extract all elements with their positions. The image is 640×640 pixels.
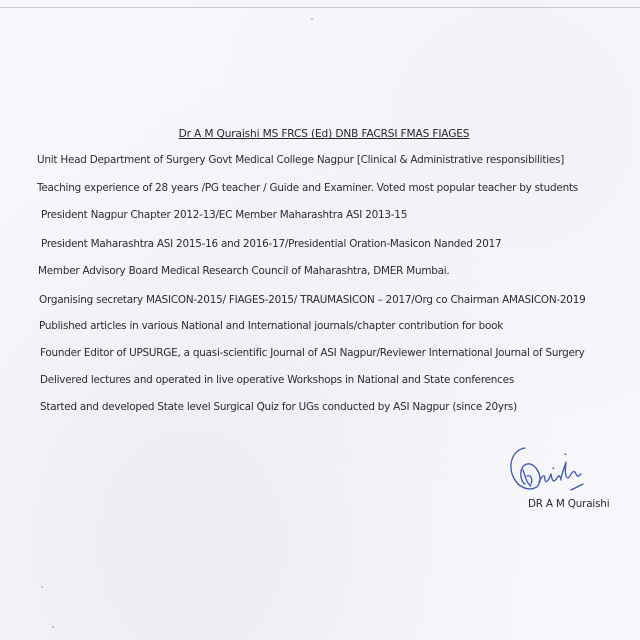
credential-line: Published articles in various National and International journals/chapter contribution for book [39, 320, 504, 332]
credential-line: Teaching experience of 28 years /PG teacher / Guide and Examiner. Voted most popular teacher by students [37, 182, 578, 194]
scan-speck [41, 586, 43, 588]
scan-speck [311, 18, 313, 20]
credential-line: Organising secretary MASICON-2015/ FIAGES-2015/ TRAUMASICON – 2017/Org co Chairman AMASICON-2019 [39, 294, 586, 306]
credential-line: Member Advisory Board Medical Research Council of Maharashtra, DMER Mumbai. [38, 265, 450, 277]
credential-line: Delivered lectures and operated in live operative Workshops in National and State conferences [40, 374, 515, 386]
credential-line: Unit Head Department of Surgery Govt Medical College Nagpur [Clinical & Administrative responsibilities] [37, 154, 565, 166]
handwritten-signature-icon [505, 440, 595, 500]
signer-name: DR A M Quraishi [528, 498, 610, 510]
credential-line: President Maharashtra ASI 2015-16 and 2016-17/Presidential Oration-Masicon Nanded 2017 [41, 238, 502, 250]
credential-line: President Nagpur Chapter 2012-13/EC Member Maharashtra ASI 2013-15 [41, 209, 408, 221]
credential-line: Founder Editor of UPSURGE, a quasi-scientific Journal of ASI Nagpur/Reviewer International Journal of Surgery [40, 347, 585, 359]
page-top-edge [0, 7, 640, 8]
credential-line: Started and developed State level Surgical Quiz for UGs conducted by ASI Nagpur (since 20yrs) [40, 401, 517, 413]
document-title: Dr A M Quraishi MS FRCS (Ed) DNB FACRSI FMAS FIAGES [178, 128, 470, 140]
scan-speck [52, 626, 54, 628]
